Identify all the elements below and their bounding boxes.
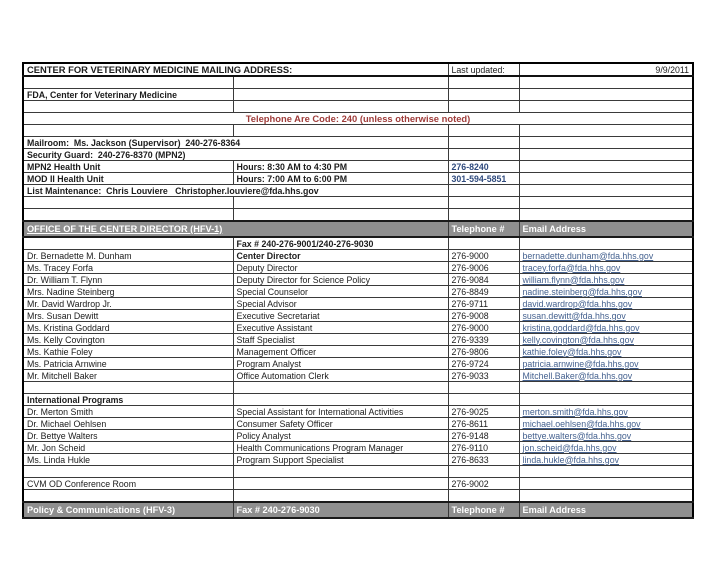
title-cell: Executive Secretariat xyxy=(233,310,448,322)
phone-cell: 276-9148 xyxy=(448,430,519,442)
name-cell: Mr. Jon Scheid xyxy=(23,442,233,454)
last-updated-value: 9/9/2011 xyxy=(519,63,693,76)
name-cell: Dr. William T. Flynn xyxy=(23,274,233,286)
cell xyxy=(448,490,519,503)
directory-table xyxy=(22,62,694,519)
cell xyxy=(448,101,519,113)
person-row xyxy=(23,430,693,442)
person-row xyxy=(23,418,693,430)
person-row xyxy=(23,442,693,454)
email-cell xyxy=(519,334,693,346)
cell xyxy=(233,466,448,478)
name-cell: Mrs. Susan Dewitt xyxy=(23,310,233,322)
mailroom-info: Mailroom: Ms. Jackson (Supervisor) 240-276-8364 xyxy=(23,137,448,149)
col-header-email: Email Address xyxy=(519,221,693,237)
cell xyxy=(448,76,519,89)
email-link[interactable]: bettye.walters@fda.hhs.gov xyxy=(522,430,632,441)
phone-cell: 276-9806 xyxy=(448,346,519,358)
phone-cell: 276-9724 xyxy=(448,358,519,370)
blank-row xyxy=(23,382,693,394)
name-cell: Mrs. Nadine Steinberg xyxy=(23,286,233,298)
list-maintenance-info: List Maintenance: Chris Louviere Christopher.louviere@fda.hhs.gov xyxy=(23,185,448,197)
person-row xyxy=(23,274,693,286)
blank-row xyxy=(23,466,693,478)
security-guard-info: Security Guard: 240-276-8370 (MPN2) xyxy=(23,149,448,161)
cell xyxy=(519,197,693,209)
cell xyxy=(519,161,693,173)
cell xyxy=(519,76,693,89)
unit-hours: Hours: 8:30 AM to 4:30 PM xyxy=(233,161,448,173)
title-cell: Center Director xyxy=(233,250,448,262)
org-row xyxy=(23,89,693,101)
phone-cell: 276-9025 xyxy=(448,406,519,418)
title-cell: Health Communications Program Manager xyxy=(233,442,448,454)
blank-row xyxy=(23,125,693,137)
cell xyxy=(519,382,693,394)
cell xyxy=(23,490,233,503)
title-cell: Special Counselor xyxy=(233,286,448,298)
cell xyxy=(23,237,233,250)
email-cell xyxy=(519,274,693,286)
title-cell: Consumer Safety Officer xyxy=(233,418,448,430)
phone-cell: 276-9002 xyxy=(448,478,519,490)
cell xyxy=(23,101,233,113)
cell xyxy=(519,237,693,250)
room-row xyxy=(23,478,693,490)
name-cell: Mr. David Wardrop Jr. xyxy=(23,298,233,310)
info-row xyxy=(23,173,693,185)
last-updated-label: Last updated: xyxy=(448,63,519,76)
col-header-telephone: Telephone # xyxy=(448,221,519,237)
person-row xyxy=(23,358,693,370)
cell xyxy=(448,209,519,222)
person-row xyxy=(23,310,693,322)
cell xyxy=(448,466,519,478)
unit-name: MOD II Health Unit xyxy=(23,173,233,185)
person-row xyxy=(23,286,693,298)
email-cell xyxy=(519,310,693,322)
email-link[interactable]: merton.smith@fda.hhs.gov xyxy=(522,406,628,417)
email-cell xyxy=(519,358,693,370)
email-link[interactable]: bernadette.dunham@fda.hhs.gov xyxy=(522,250,654,261)
name-cell: Ms. Kathie Foley xyxy=(23,346,233,358)
cell xyxy=(519,101,693,113)
fax-row xyxy=(23,237,693,250)
blank-row xyxy=(23,76,693,89)
title-cell: Program Analyst xyxy=(233,358,448,370)
title-cell: Staff Specialist xyxy=(233,334,448,346)
fax-info: Fax # 240-276-9030 xyxy=(233,502,448,518)
cell xyxy=(519,394,693,406)
cell xyxy=(448,382,519,394)
name-cell: Dr. Merton Smith xyxy=(23,406,233,418)
cell xyxy=(519,209,693,222)
phone-cell: 276-8611 xyxy=(448,418,519,430)
cell xyxy=(519,173,693,185)
email-cell xyxy=(519,418,693,430)
unit-hours: Hours: 7:00 AM to 6:00 PM xyxy=(233,173,448,185)
email-link[interactable]: Mitchell.Baker@fda.hhs.gov xyxy=(522,370,633,381)
mailing-address-sheet xyxy=(22,62,694,519)
blank-row xyxy=(23,490,693,503)
person-row xyxy=(23,262,693,274)
email-link[interactable]: william.flynn@fda.hhs.gov xyxy=(522,274,625,285)
title-cell: Executive Assistant xyxy=(233,322,448,334)
person-row xyxy=(23,298,693,310)
phone-cell: 276-9000 xyxy=(448,250,519,262)
cell xyxy=(448,137,519,149)
email-link[interactable]: jon.scheid@fda.hhs.gov xyxy=(522,442,617,453)
cell xyxy=(448,125,519,137)
cell xyxy=(519,466,693,478)
cell xyxy=(233,382,448,394)
info-row xyxy=(23,161,693,173)
name-cell: Ms. Kelly Covington xyxy=(23,334,233,346)
person-row xyxy=(23,346,693,358)
phone-cell: 276-8849 xyxy=(448,286,519,298)
room-name: CVM OD Conference Room xyxy=(23,478,233,490)
col-header-telephone: Telephone # xyxy=(448,502,519,518)
email-link[interactable]: michael.oehlsen@fda.hhs.gov xyxy=(522,418,641,429)
cell xyxy=(448,394,519,406)
person-row xyxy=(23,322,693,334)
email-cell xyxy=(519,346,693,358)
email-cell xyxy=(519,430,693,442)
info-row xyxy=(23,137,693,149)
cell xyxy=(519,490,693,503)
section-header-row xyxy=(23,221,693,237)
cell xyxy=(233,394,448,406)
title-cell: Deputy Director xyxy=(233,262,448,274)
phone-cell: 276-8240 xyxy=(448,161,519,173)
cell xyxy=(23,209,233,222)
email-cell xyxy=(519,322,693,334)
cell xyxy=(23,76,233,89)
title-row xyxy=(23,63,693,76)
blank-row xyxy=(23,209,693,222)
cell xyxy=(448,197,519,209)
name-cell: Ms. Tracey Forfa xyxy=(23,262,233,274)
title-cell: Special Assistant for International Activities xyxy=(233,406,448,418)
blank-row xyxy=(23,101,693,113)
person-row xyxy=(23,334,693,346)
name-cell: Dr. Bettye Walters xyxy=(23,430,233,442)
title-cell: Office Automation Clerk xyxy=(233,370,448,382)
phone-cell: 276-9008 xyxy=(448,310,519,322)
cell xyxy=(448,89,519,101)
area-code-notice: Telephone Are Code: 240 (unless otherwise noted) xyxy=(23,113,693,125)
name-cell: Mr. Mitchell Baker xyxy=(23,370,233,382)
phone-cell: 276-9084 xyxy=(448,274,519,286)
email-link[interactable]: patricia.arnwine@fda.hhs.gov xyxy=(522,358,639,369)
person-row xyxy=(23,454,693,466)
section-title: OFFICE OF THE CENTER DIRECTOR (HFV-1) xyxy=(23,221,448,237)
info-row xyxy=(23,185,693,197)
cell xyxy=(519,137,693,149)
person-row xyxy=(23,370,693,382)
phone-cell: 276-8633 xyxy=(448,454,519,466)
directory-table-body xyxy=(23,63,693,518)
phone-cell: 276-9339 xyxy=(448,334,519,346)
email-cell xyxy=(519,250,693,262)
org-name: FDA, Center for Veterinary Medicine xyxy=(23,89,233,101)
cell xyxy=(448,185,519,197)
email-link[interactable]: kristina.goddard@fda.hhs.gov xyxy=(522,322,640,333)
name-cell: Ms. Kristina Goddard xyxy=(23,322,233,334)
name-cell: Dr. Michael Oehlsen xyxy=(23,418,233,430)
email-cell xyxy=(519,442,693,454)
info-row xyxy=(23,149,693,161)
cell xyxy=(448,237,519,250)
email-cell xyxy=(519,262,693,274)
cell xyxy=(23,197,233,209)
subsection-row xyxy=(23,394,693,406)
email-link[interactable]: tracey.forfa@fda.hhs.gov xyxy=(522,262,621,273)
phone-cell: 276-9006 xyxy=(448,262,519,274)
name-cell: Ms. Linda Hukle xyxy=(23,454,233,466)
cell xyxy=(23,466,233,478)
col-header-email: Email Address xyxy=(519,502,693,518)
cell xyxy=(23,382,233,394)
email-link[interactable]: david.wardrop@fda.hhs.gov xyxy=(522,298,633,309)
cell xyxy=(519,89,693,101)
title-cell: Management Officer xyxy=(233,346,448,358)
email-cell xyxy=(519,370,693,382)
email-link[interactable]: linda.hukle@fda.hhs.gov xyxy=(522,454,619,465)
phone-cell: 276-9110 xyxy=(448,442,519,454)
cell xyxy=(233,101,448,113)
name-cell: Ms. Patricia Arnwine xyxy=(23,358,233,370)
email-link[interactable]: nadine.steinberg@fda.hhs.gov xyxy=(522,286,642,297)
cell xyxy=(448,149,519,161)
cell xyxy=(233,76,448,89)
email-cell xyxy=(519,406,693,418)
title-cell: Policy Analyst xyxy=(233,430,448,442)
email-link[interactable]: susan.dewitt@fda.hhs.gov xyxy=(522,310,626,321)
cell xyxy=(519,185,693,197)
cell xyxy=(233,478,448,490)
blank-row xyxy=(23,197,693,209)
section-title: Policy & Communications (HFV-3) xyxy=(23,502,233,518)
cell xyxy=(233,490,448,503)
person-row xyxy=(23,406,693,418)
notice-row xyxy=(23,113,693,125)
email-link[interactable]: kathie.foley@fda.hhs.gov xyxy=(522,346,622,357)
cell xyxy=(23,125,233,137)
phone-cell: 276-9033 xyxy=(448,370,519,382)
cell xyxy=(519,478,693,490)
cell xyxy=(233,125,448,137)
email-cell xyxy=(519,286,693,298)
cell xyxy=(233,89,448,101)
cell xyxy=(519,149,693,161)
phone-cell: 276-9711 xyxy=(448,298,519,310)
person-row xyxy=(23,250,693,262)
title-cell: Deputy Director for Science Policy xyxy=(233,274,448,286)
page-title: CENTER FOR VETERINARY MEDICINE MAILING ADDRESS: xyxy=(23,63,448,76)
unit-name: MPN2 Health Unit xyxy=(23,161,233,173)
phone-cell: 276-9000 xyxy=(448,322,519,334)
email-cell xyxy=(519,454,693,466)
cell xyxy=(233,209,448,222)
cell xyxy=(519,125,693,137)
fax-info: Fax # 240-276-9001/240-276-9030 xyxy=(233,237,448,250)
title-cell: Special Advisor xyxy=(233,298,448,310)
subsection-title: International Programs xyxy=(23,394,233,406)
phone-cell: 301-594-5851 xyxy=(448,173,519,185)
title-cell: Program Support Specialist xyxy=(233,454,448,466)
email-cell xyxy=(519,298,693,310)
section-header-row xyxy=(23,502,693,518)
name-cell: Dr. Bernadette M. Dunham xyxy=(23,250,233,262)
email-link[interactable]: kelly.covington@fda.hhs.gov xyxy=(522,334,634,345)
cell xyxy=(233,197,448,209)
